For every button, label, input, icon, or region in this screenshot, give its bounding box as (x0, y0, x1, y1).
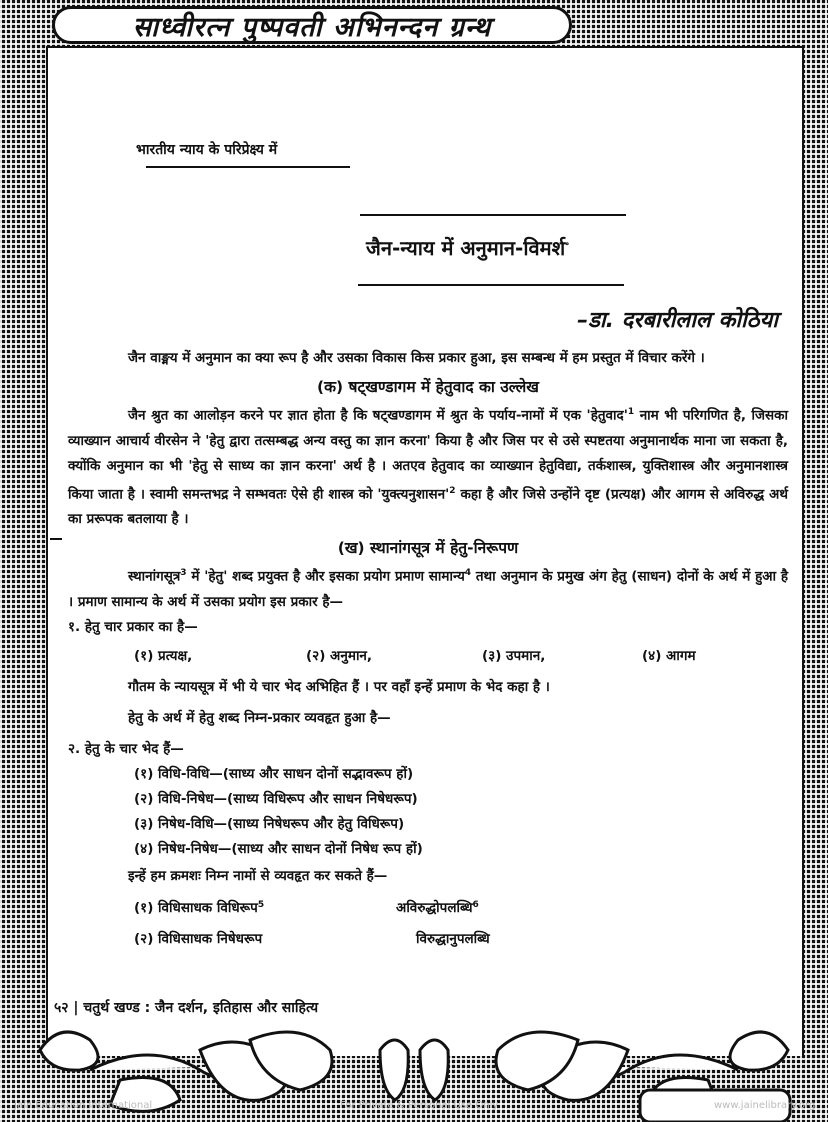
text: जैन श्रुत का आलोड़न करने पर ज्ञात होता है कि षट्खण्डागम में श्रुत के पर्याय-नामों में एक 'हेतुवाद' (128, 407, 628, 424)
name-right (396, 893, 479, 922)
intro-paragraph: जैन वाङ्मय में अनुमान का क्या रूप है और उसका विकास किस प्रकार हुआ, इस सम्बन्ध में हम प्रस्तुत में विचार करेंगे । (128, 350, 705, 366)
book-title-banner (52, 6, 572, 44)
hetu-line: हेतु के अर्थ में हेतु शब्द निम्न-प्रकार व्यवहृत हुआ है— (128, 709, 391, 726)
watermark-center: For Private & Personal Use Only (340, 1100, 499, 1111)
text: (१) विधिसाधक विधिरूप (134, 900, 258, 916)
title-rule-bottom (358, 284, 624, 286)
text: कहा है और जिसे उन्होंने दृष्ट (प्रत्यक्ष) और आगम से अविरुद्ध अर्थ का प्ररूपक बतलाया है । (68, 486, 788, 527)
text: अविरुद्धोपलब्धि (396, 900, 473, 916)
list-item: (३) निषेध-विधि—(साध्य निषेधरूप और हेतु विधिरूप) (134, 815, 405, 832)
pramana-list (68, 644, 788, 669)
names-row (134, 927, 788, 952)
text: स्थानांगसूत्र (128, 568, 181, 585)
section-a-paragraph (68, 400, 788, 532)
section-a-heading: (क) षट्खण्डागम में हेतुवाद का उल्लेख (317, 378, 539, 396)
list-item: (३) उपमान, (482, 647, 546, 664)
watermark-left: Jain Education International (14, 1100, 153, 1111)
list-2-title: २. हेतु के चार भेद हैं— (68, 740, 184, 757)
section-tag: भारतीय न्याय के परिप्रेक्ष्य में (136, 142, 278, 158)
list-item: (१) प्रत्यक्ष, (134, 647, 193, 664)
text: तथा अनुमान के प्रमुख अंग हेतु (साधन) दोनों के अर्थ में हुआ है । प्रमाण सामान्य के अर्थ में उसका प्रयोग इस प्रकार है— (68, 568, 789, 610)
list-1-title: १. हेतु चार प्रकार का है— (68, 618, 198, 635)
list-item: (४) निषेध-निषेध—(साध्य और साधन दोनों निषेध रूप हों) (134, 840, 423, 857)
text: नाम भी परिगणित है, जिसका व्याख्यान आचार्य वीरसेन ने 'हेतु द्वारा तत्सम्बद्ध अन्य वस्तु का ज्ञान करना' किया है और जिस पर से उसे स्पष्टतया अनुमानार्थक माना जा सकता है, क्योंकि अनुमान का भी 'हेतु से साध्य का ज्ञान करना' अर्थ है । अतएव हेतुवाद का व्याख्यान हेतुविद्या, तर्कशास्त्र, युक्तिशास्त्र और अनुमानशास्त्र किया जाता है । स्वामी समन्तभद्र ने सम्भवतः ऐसे ही शास्त्र को 'युक्त्यनुशासन' (68, 407, 789, 502)
text: में 'हेतु' शब्द प्रयुक्त है और इसका प्रयोग प्रमाण सामान्य (186, 568, 465, 585)
section-b-paragraph (68, 561, 788, 615)
author-name: –डा. दरबारीलाल कोठिया (577, 308, 778, 333)
page-body (46, 46, 804, 1056)
names-table (68, 893, 788, 953)
section-tag-rule (146, 166, 350, 168)
name-right: विरुद्धानुपलब्धि (416, 931, 490, 947)
section-b-heading: (ख) स्थानांगसूत्र में हेतु-निरूपण (337, 539, 519, 557)
book-title: साध्वीरत्न पुष्पवती अभिनन्दन ग्रन्थ (132, 11, 492, 43)
hetu-types-list (68, 762, 788, 862)
title-footnote-mark: ॰ (565, 240, 570, 251)
article-title-text: जैन-न्याय में अनुमान-विमर्श (366, 236, 566, 260)
watermark-right[interactable]: www.jainelibrary.org (714, 1100, 816, 1111)
footnote-ref[interactable]: 2 (449, 485, 456, 496)
title-rule-top (360, 214, 626, 216)
list-item: (४) आगम (642, 647, 696, 664)
naming-line: इन्हें हम क्रमशः निम्न नामों से व्यवहृत कर सकते हैं— (128, 867, 388, 884)
names-row (134, 893, 788, 922)
margin-mark (50, 538, 62, 540)
footnote-ref[interactable]: 4 (464, 568, 472, 578)
article-title (366, 234, 569, 261)
list-item: (२) अनुमान, (306, 647, 373, 664)
gautama-line: गौतम के न्यायसूत्र में भी ये चार भेद अभिहित हैं । पर वहाँ इन्हें प्रमाण के भेद कहा है । (128, 678, 550, 695)
footnote-ref[interactable]: 1 (627, 407, 635, 417)
article-body (68, 346, 788, 952)
list-item: (२) विधि-निषेध—(साध्य विधिरूप और साधन निषेधरूप) (134, 790, 418, 807)
page-footer: ५२ | चतुर्थ खण्ड : जैन दर्शन, इतिहास और साहित्य (54, 1000, 319, 1016)
name-left: (२) विधिसाधक निषेधरूप (134, 931, 263, 947)
name-left (134, 893, 396, 922)
footnote-ref[interactable]: 5 (257, 899, 265, 910)
footnote-ref[interactable]: 3 (180, 568, 187, 578)
footnote-ref[interactable]: 6 (472, 899, 479, 910)
list-item: (१) विधि-विधि—(साध्य और साधन दोनों सद्भावरूप हों) (134, 765, 414, 782)
